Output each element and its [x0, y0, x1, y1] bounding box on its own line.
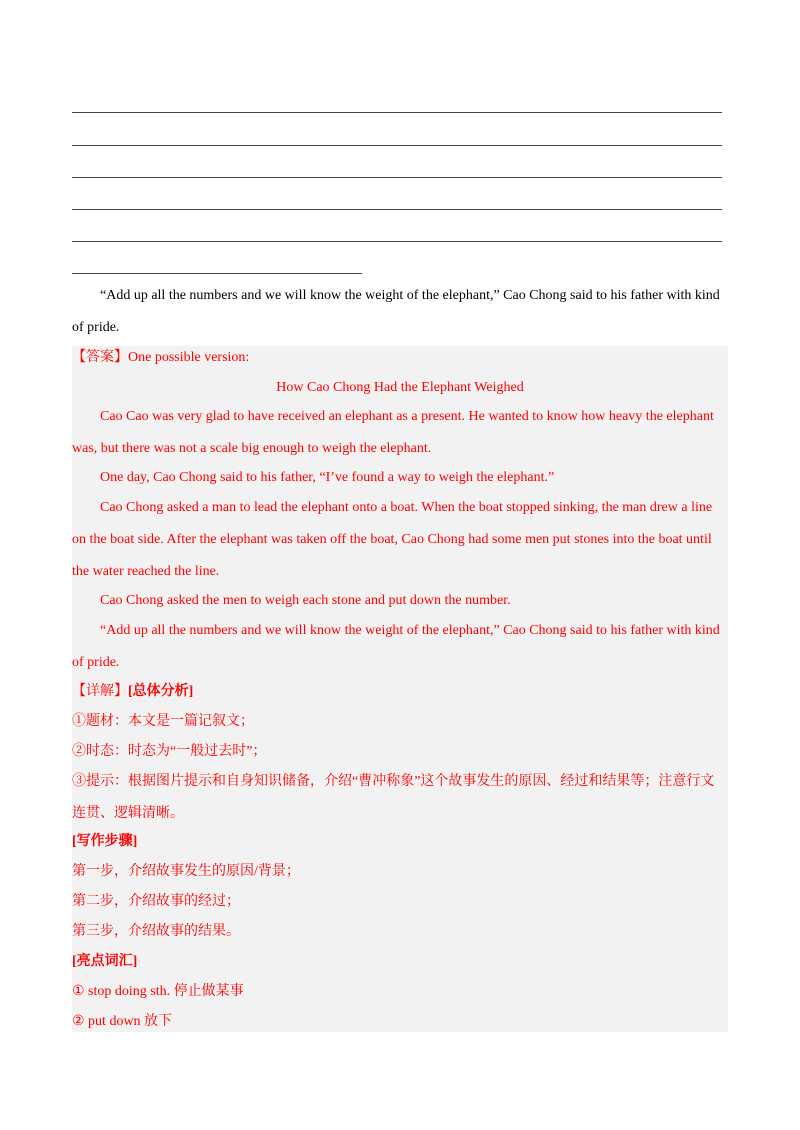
- essay-paragraph-2: One day, Cao Chong said to his father, “I’ve found a way to weigh the elephant.”: [100, 470, 555, 485]
- analysis-heading-line: [72, 677, 728, 707]
- analysis-item-3: ③提示：根据图片提示和自身知识储备，介绍“曹冲称象”这个故事发生的原因、经过和结果等；注意行文连贯、逻辑清晰。: [72, 774, 715, 821]
- essay-title: How Cao Chong Had the Elephant Weighed: [276, 380, 524, 395]
- steps-item-2: 第二步，介绍故事的经过；: [72, 894, 240, 909]
- essay-paragraph-1: Cao Cao was very glad to have received an elephant as a present. He wanted to know how heavy the elephant was, but there was not a scale big enough to weigh the elephant.: [72, 409, 714, 456]
- writing-line: [72, 241, 722, 242]
- answer-intro-line: [72, 343, 728, 373]
- writing-line: [72, 273, 362, 274]
- vocab-item-1: ① stop doing sth. 停止做某事: [72, 984, 244, 999]
- answer-intro: One possible version:: [128, 350, 250, 365]
- writing-line: [72, 112, 722, 113]
- vocab-item-2: ② put down 放下: [72, 1014, 173, 1029]
- answer-section: [72, 346, 728, 1032]
- analysis-item-1: ①题材：本文是一篇记叙文；: [72, 714, 254, 729]
- steps-item-3: 第三步，介绍故事的结果。: [72, 924, 240, 939]
- vocab-heading: [亮点词汇]: [72, 954, 138, 969]
- analysis-item-2: ②时态：时态为“一般过去时”；: [72, 744, 267, 759]
- answer-label: 【答案】: [72, 350, 128, 365]
- writing-line: [72, 145, 722, 146]
- essay-paragraph-4: Cao Chong asked the men to weigh each stone and put down the number.: [100, 593, 511, 608]
- steps-item-1: 第一步，介绍故事发生的原因/背景；: [72, 864, 300, 879]
- writing-line: [72, 209, 722, 210]
- essay-paragraph-5: “Add up all the numbers and we will know the weight of the elephant,” Cao Chong said to his father with kind of pride.: [72, 623, 720, 670]
- analysis-heading: [总体分析]: [128, 684, 194, 699]
- analysis-label: 【详解】: [72, 684, 128, 699]
- writing-line: [72, 177, 722, 178]
- steps-heading: [写作步骤]: [72, 834, 138, 849]
- essay-paragraph-3: Cao Chong asked a man to lead the elephant onto a boat. When the boat stopped sinking, the man drew a line on the boat side. After the elephant was taken off the boat, Cao Chong had some men put stones into the boat until the water reached the line.: [72, 500, 713, 579]
- prompt-ending: “Add up all the numbers and we will know the weight of the elephant,” Cao Chong said to his father with kind of pride.: [72, 288, 720, 335]
